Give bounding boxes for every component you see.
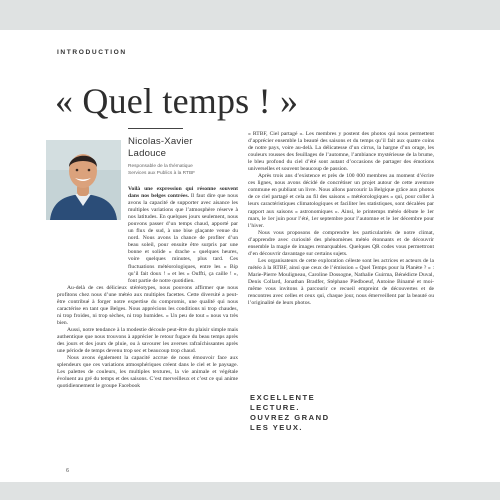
intro-paragraph-body: Il faut dire que nous avons la capacité de supporter avec aisance les multiples variations que l’atmosphère réserve à nos latitudes. En quelques jours seulement, nous pouvons passer d’un temps chaud, apporté par un flux de sud, à une bise glaçante venue du nord. Nous avons la chance de profiter d’un beau soleil, pour ensuite être surpris par une bonne et solide « drache » quelques heures, voire quelques minutes, plus tard. Ces fluctuations météorologiques, entre les « Bip qu’il fait doux ! » et les « Ouffti, ça caille ! », font partie de notre quotidien. <box>128 193 239 284</box>
author-first-name: Nicolas-Xavier <box>128 136 193 147</box>
author-role <box>128 164 238 177</box>
body-paragraph: Nous avons également la capacité accrue de nous émouvoir face aux splendeurs que ces variations atmosphériques créent dans le ciel et le paysage. Les palettes de couleurs, les multiples textures, la vie animale et végétale évoluent au gré du temps et des saisons. C’est merveilleux et c’est ce qui anime quotidiennement le groupe Facebook <box>57 355 238 390</box>
section-label: INTRODUCTION <box>57 49 127 56</box>
body-paragraph: Les organisateurs de cette exploration céleste sont les actrices et acteurs de la météo à la RTBF, ainsi que ceux de l’émission « Quel Temps pour la Planète ? » : Marie-Pierre Mouligneau, Caroline Dossogne, Nathalie Guirma, Bénédicte Duval, Denis Collard, Jonathan Bradfer, Stéphane Piedboeuf, Antoine Binamé et moi-même vous invitons à parcourir ce recueil empreint de découvertes et de rencontres avec celles et ceux qui, chaque jour, nous émerveillent par la beauté ou l’originalité de leurs photos. <box>248 257 434 307</box>
author-name <box>128 136 238 160</box>
top-decorative-band <box>0 0 500 30</box>
pull-quote <box>250 393 330 433</box>
author-role-line1: Responsable de la thématique <box>128 164 193 169</box>
body-paragraph: Au-delà de ces délicieux stéréotypes, nous pouvons affirmer que nous profitons chez nous d’une météo aux multiples facettes. Cette diversité a peut-être contribué à forger notre expertise du compromis, une qualité qui nous caractérise en tant que Belges. Nous apprécions les conditions ni trop chaudes, ni trop froides, ni trop sèches, ni trop humides. « Un peu de tout » nous va très bien. <box>57 284 238 326</box>
lead-sentence: Voilà une expression qui résonne souvent dans nos belges contrées. <box>128 186 238 200</box>
author-divider <box>128 128 183 129</box>
body-paragraph: Après trois ans d’existence et près de 100 000 membres au moment d’écrire ces lignes, nous avons décidé de concrétiser un projet autour de cette aventure commune en publiant un livre. Nous allons parcourir la Belgique grâce aux photos de ce ciel partagé et cela au fil des saisons « météorologiques » qui, pour coller à leurs caractéristiques climatologiques et faciliter les statistiques, sont décalées par rapport aux saisons « astronomiques ». Ainsi, le printemps météo débute le 1er mars, le 1er juin pour l’été, 1er septembre pour l’automne et le 1er décembre pour l’hiver. <box>248 173 434 229</box>
pull-quote-line: LES YEUX. <box>250 423 304 432</box>
author-role-line2: Services aux Publics à la RTBF <box>128 170 196 176</box>
pull-quote-line: EXCELLENTE <box>250 393 316 402</box>
page-number: 6 <box>66 468 70 474</box>
pull-quote-line: LECTURE. <box>250 403 300 412</box>
page-title: « Quel temps ! » <box>55 81 299 121</box>
left-text-column <box>57 186 238 390</box>
body-paragraph: Nous vous proposons de comprendre les particularités de notre climat, d’apprendre avec curiosité des phénomènes météo étonnants et de découvrir ensemble la magie de images remarquables. Quelques QR codes vous permettront d’en découvrir davantage sur certains sujets. <box>248 229 434 257</box>
right-text-column <box>248 131 434 307</box>
author-last-name: Ladouce <box>128 148 167 159</box>
body-paragraph: « RTBF, Ciel partagé ». Les membres y postent des photos qui nous permettent d’apprécier ensemble la beauté des saisons et du temps qu’il fait aux quatre coins de notre pays, voire au-delà. La délicatesse d’un cirrus, la hargne d’un orage, les couleurs rousses des feuillages de l’automne, l’ambiance mystérieuse de la brume, le bleu profond du ciel d’été sont autant d’occasions de partager des émotions universelles et souvent beaucoup de passion. <box>248 131 434 173</box>
pull-quote-line: OUVREZ GRAND <box>250 413 330 422</box>
body-paragraph: Aussi, notre tendance à la modestie découle peut-être du plaisir simple mais authentique que nous trouvons à apprécier le retour fugace du beau temps après des jours et des jours de pluie, ou à savourer les averses rafraîchissantes après une période de temps devenu trop sec et beaucoup trop chaud. <box>57 326 238 355</box>
intro-paragraph <box>57 186 238 285</box>
bottom-decorative-band <box>0 482 500 500</box>
